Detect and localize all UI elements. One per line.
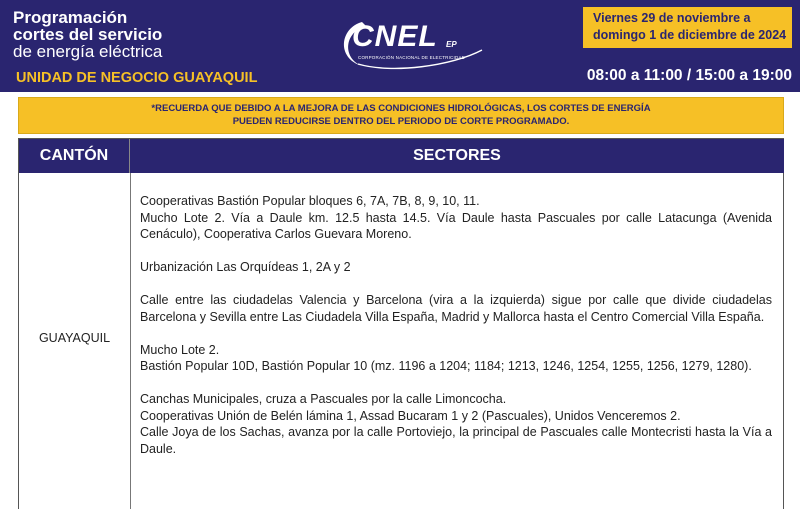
date-line-1: Viernes 29 de noviembre a [593, 11, 751, 25]
business-unit-label: UNIDAD DE NEGOCIO GUAYAQUIL [16, 70, 258, 86]
sectores-cell [140, 193, 772, 474]
notice-line-1: *RECUERDA QUE DEBIDO A LA MEJORA DE LAS CONDICIONES HIDROLÓGICAS, LOS CORTES DE ENERGÍA [151, 103, 651, 114]
sector-line: Mucho Lote 2. [140, 342, 220, 357]
canton-cell: GUAYAQUIL [38, 331, 111, 345]
outage-table [18, 138, 784, 509]
date-line-2: domingo 1 de diciembre de 2024 [593, 28, 787, 42]
column-divider [130, 173, 131, 509]
sector-line: Cooperativas Unión de Belén lámina 1, Assad Bucaram 1 y 2 (Pascuales), Unidos Venceremos 2. [140, 408, 681, 423]
sector-line: Bastión Popular 10D, Bastión Popular 10 (mz. 1196 a 1204; 1184; 1213, 1246, 1254, 1255, 1256, 1279, 1280). [140, 359, 752, 373]
title-line-1: Programación [13, 8, 128, 27]
sector-line: Mucho Lote 2. Vía a Daule km. 12.5 hasta 14.5. Vía Daule hasta Pascuales por calle Latacunga (Avenida Cenáculo), Cooperativa Carlos Guevara Moreno. [140, 210, 772, 241]
notice-banner [18, 97, 784, 134]
hours-label: 08:00 a 11:00 / 15:00 a 19:00 [586, 67, 792, 84]
sector-line: Cooperativas Bastión Popular bloques 6, 7A, 7B, 8, 9, 10, 11. [140, 194, 480, 208]
logo-text: CNEL [352, 20, 438, 53]
sector-paragraph [140, 342, 772, 375]
sector-paragraph [140, 391, 772, 457]
notice-line-2: PUEDEN REDUCIRSE DENTRO DEL PERIODO DE CORTE PROGRAMADO. [232, 116, 570, 127]
sector-paragraph [140, 193, 772, 243]
sector-paragraph [140, 259, 772, 276]
date-range-box [583, 7, 792, 48]
sector-line: Calle Joya de los Sachas, avanza por la calle Portoviejo, la principal de Pascuales calle Montecristi hasta la Vía a Daule. [140, 425, 772, 456]
logo-suffix: EP [446, 40, 457, 49]
sector-line: Canchas Municipales, cruza a Pascuales por la calle Limoncocha. [140, 392, 507, 406]
header-banner [0, 0, 800, 92]
sector-line: Calle entre las ciudadelas Valencia y Barcelona (vira a la izquierda) sigue por calle que divide ciudadelas Barcelona y Sevilla entre Las Ciudadela Villa España, Madrid y Mallorca hasta el Centro Comercial Villa España. [140, 293, 772, 324]
title-line-3: de energía eléctrica [13, 42, 163, 61]
logo-subtitle: CORPORACIÓN NACIONAL DE ELECTRICIDAD [358, 55, 466, 60]
title-line-2: cortes del servicio [13, 25, 163, 44]
title-block [13, 9, 162, 60]
sector-line: Urbanización Las Orquídeas 1, 2A y 2 [140, 260, 351, 274]
column-header-canton: CANTÓN [19, 139, 130, 173]
column-header-sectores: SECTORES [130, 139, 784, 173]
sector-paragraph [140, 292, 772, 325]
